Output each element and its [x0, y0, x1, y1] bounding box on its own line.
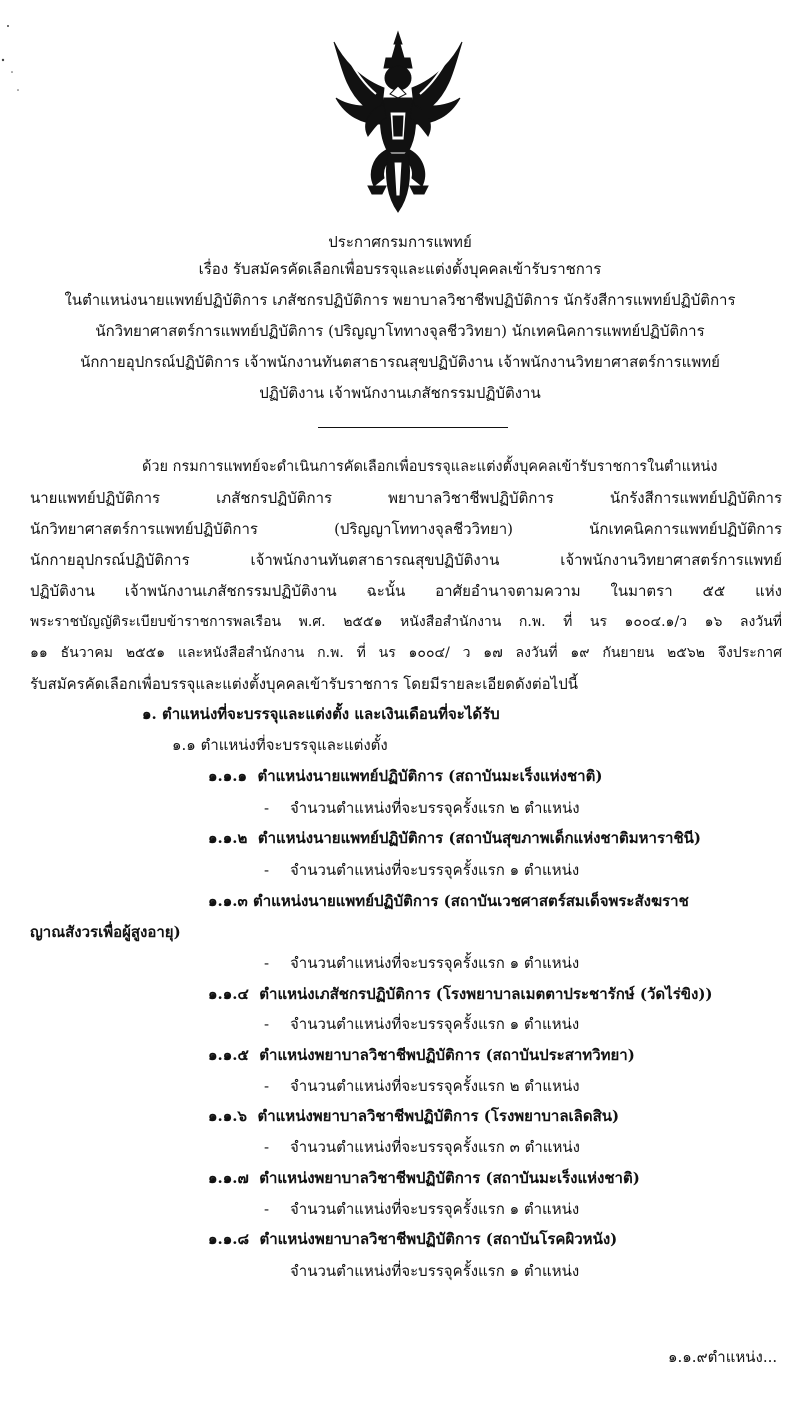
item-1-1-6-title: [208, 1104, 619, 1128]
item-1-1-1-title: [208, 764, 602, 788]
bullet-dash: -: [264, 799, 270, 817]
item-1-1-5-detail: [264, 1074, 580, 1098]
item-1-1-4-title: [208, 982, 713, 1006]
item-1-1-5-title: [208, 1043, 635, 1067]
garuda-emblem-icon: [328, 28, 468, 218]
item-1-1-8-title: [208, 1227, 617, 1251]
item-1-1-3-title-cont: ญาณสังวรเพื่อผู้สูงอายุ): [30, 923, 181, 941]
bullet-dash: -: [264, 1200, 270, 1218]
intro-line-3: นักวิทยาศาสตร์การแพทย์ปฏิบัติการ (ปริญญาโททางจุลชีววิทยา) นักเทคนิคการแพทย์ปฏิบัติการ: [30, 520, 782, 538]
item-number: ๑.๑.๕: [208, 1046, 249, 1064]
item-1-1-3-detail: [264, 951, 579, 975]
subject-line-2: ในตำแหน่งนายแพทย์ปฏิบัติการ เภสัชกรปฏิบัติการ พยาบาลวิชาชีพปฏิบัติการ นักรังสีการแพทย์ปฏิบัติการ: [64, 291, 736, 309]
item-1-1-2-title: [208, 826, 701, 850]
intro-line-4: นักกายอุปกรณ์ปฏิบัติการ เจ้าพนักงานทันตสาธารณสุขปฏิบัติงาน เจ้าพนักงานวิทยาศาสตร์การแพทย์: [30, 551, 782, 569]
bullet-dash: -: [264, 954, 270, 972]
header-divider: [318, 427, 508, 428]
item-title: ตำแหน่งนายแพทย์ปฏิบัติการ (สถาบันมะเร็งแห่งชาติ): [257, 767, 603, 785]
item-1-1-3-title: [208, 889, 782, 913]
item-detail: จำนวนตำแหน่งที่จะบรรจุครั้งแรก ๑ ตำแหน่ง: [290, 954, 580, 972]
item-detail: จำนวนตำแหน่งที่จะบรรจุครั้งแรก ๑ ตำแหน่ง: [290, 1200, 580, 1218]
bullet-dash: -: [264, 861, 270, 879]
subject-line-3: นักวิทยาศาสตร์การแพทย์ปฏิบัติการ (ปริญญาโททางจุลชีววิทยา) นักเทคนิคการแพทย์ปฏิบัติการ: [95, 322, 705, 340]
item-1-1-6-detail: [264, 1135, 580, 1159]
intro-line-7: ๑๑ ธันวาคม ๒๕๕๑ และหนังสือสำนักงาน ก.พ. ที่ นร ๑๐๐๔/ ว ๑๗ ลงวันที่ ๑๙ กันยายน ๒๕๖๒ จึงประกาศ: [30, 645, 782, 661]
bullet-dash: -: [264, 1077, 270, 1095]
item-1-1-2-detail: [264, 858, 579, 882]
continuation-marker: ๑.๑.๙ตำแหน่ง...: [668, 1348, 778, 1366]
item-1-1-4-detail: [264, 1012, 579, 1036]
item-title: ตำแหน่งพยาบาลวิชาชีพปฏิบัติการ (โรงพยาบาลเลิดสิน): [257, 1107, 620, 1125]
item-detail: จำนวนตำแหน่งที่จะบรรจุครั้งแรก ๒ ตำแหน่ง: [290, 799, 580, 817]
item-detail: จำนวนตำแหน่งที่จะบรรจุครั้งแรก ๒ ตำแหน่ง: [290, 1077, 580, 1095]
subject-line-1: เรื่อง รับสมัครคัดเลือกเพื่อบรรจุและแต่งตั้งบุคคลเข้ารับราชการ: [198, 260, 602, 278]
item-1-1-7-detail: [264, 1197, 579, 1221]
item-number: ๑.๑.๓: [208, 892, 248, 910]
subject-line-5: ปฏิบัติงาน เจ้าพนักงานเภสัชกรรมปฏิบัติงาน: [259, 384, 541, 402]
intro-line-6: พระราชบัญญัติระเบียบข้าราชการพลเรือน พ.ศ. ๒๕๕๑ หนังสือสำนักงาน ก.พ. ที่ นร ๑๐๐๔.๑/ว ๑๖ ลงวันที่: [30, 614, 782, 630]
section-1-heading: ๑. ตำแหน่งที่จะบรรจุและแต่งตั้ง และเงินเดือนที่จะได้รับ: [142, 705, 500, 723]
item-number: ๑.๑.๒: [208, 829, 248, 847]
item-number: ๑.๑.๖: [208, 1107, 248, 1125]
item-detail: จำนวนตำแหน่งที่จะบรรจุครั้งแรก ๑ ตำแหน่ง: [290, 1015, 580, 1033]
bullet-dash: -: [264, 1138, 270, 1156]
announcement-title: ประกาศกรมการแพทย์: [328, 233, 472, 251]
item-title: ตำแหน่งนายแพทย์ปฏิบัติการ (สถาบันสุขภาพเด็กแห่งชาติมหาราชินี): [257, 829, 701, 847]
subject-line-4: นักกายอุปกรณ์ปฏิบัติการ เจ้าพนักงานทันตสาธารณสุขปฏิบัติงาน เจ้าพนักงานวิทยาศาสตร์การแพทย์: [80, 353, 720, 371]
intro-line-8: รับสมัครคัดเลือกเพื่อบรรจุและแต่งตั้งบุคคลเข้ารับราชการ โดยมีรายละเอียดดังต่อไปนี้: [30, 675, 579, 693]
item-title: ตำแหน่งพยาบาลวิชาชีพปฏิบัติการ (สถาบันมะเร็งแห่งชาติ): [259, 1169, 640, 1187]
intro-line-5: ปฏิบัติงาน เจ้าพนักงานเภสัชกรรมปฏิบัติงาน ฉะนั้น อาศัยอำนาจตามความ ในมาตรา ๕๕ แห่ง: [30, 582, 782, 600]
bullet-dash: -: [264, 1015, 270, 1033]
item-detail: จำนวนตำแหน่งที่จะบรรจุครั้งแรก ๓ ตำแหน่ง: [290, 1138, 580, 1156]
scan-specks: [0, 20, 30, 100]
item-number: ๑.๑.๘: [208, 1230, 250, 1248]
item-title: ตำแหน่งพยาบาลวิชาชีพปฏิบัติการ (สถาบันโรคผิวหนัง): [259, 1230, 618, 1248]
item-detail: จำนวนตำแหน่งที่จะบรรจุครั้งแรก ๑ ตำแหน่ง: [290, 861, 580, 879]
item-title: ตำแหน่งพยาบาลวิชาชีพปฏิบัติการ (สถาบันประสาทวิทยา): [259, 1046, 635, 1064]
section-1-1-heading: ๑.๑ ตำแหน่งที่จะบรรจุและแต่งตั้ง: [172, 736, 388, 754]
item-1-1-8-detail: จำนวนตำแหน่งที่จะบรรจุครั้งแรก ๑ ตำแหน่ง: [290, 1262, 580, 1280]
item-1-1-1-detail: [264, 796, 580, 820]
item-number: ๑.๑.๗: [208, 1169, 249, 1187]
intro-line-2: นายแพทย์ปฏิบัติการ เภสัชกรปฏิบัติการ พยาบาลวิชาชีพปฏิบัติการ นักรังสีการแพทย์ปฏิบัติการ: [30, 489, 782, 507]
item-number: ๑.๑.๔: [208, 985, 249, 1003]
item-title: ตำแหน่งเภสัชกรปฏิบัติการ (โรงพยาบาลเมตตาประชารักษ์ (วัดไร่ขิง)): [259, 985, 713, 1003]
intro-line-1: ด้วย กรมการแพทย์จะดำเนินการคัดเลือกเพื่อบรรจุและแต่งตั้งบุคคลเข้ารับราชการในตำแหน่ง: [142, 459, 718, 475]
item-number: ๑.๑.๑: [208, 767, 248, 785]
item-1-1-7-title: [208, 1166, 640, 1190]
item-title: ตำแหน่งนายแพทย์ปฏิบัติการ (สถาบันเวชศาสตร์สมเด็จพระสังฆราช: [252, 892, 689, 910]
